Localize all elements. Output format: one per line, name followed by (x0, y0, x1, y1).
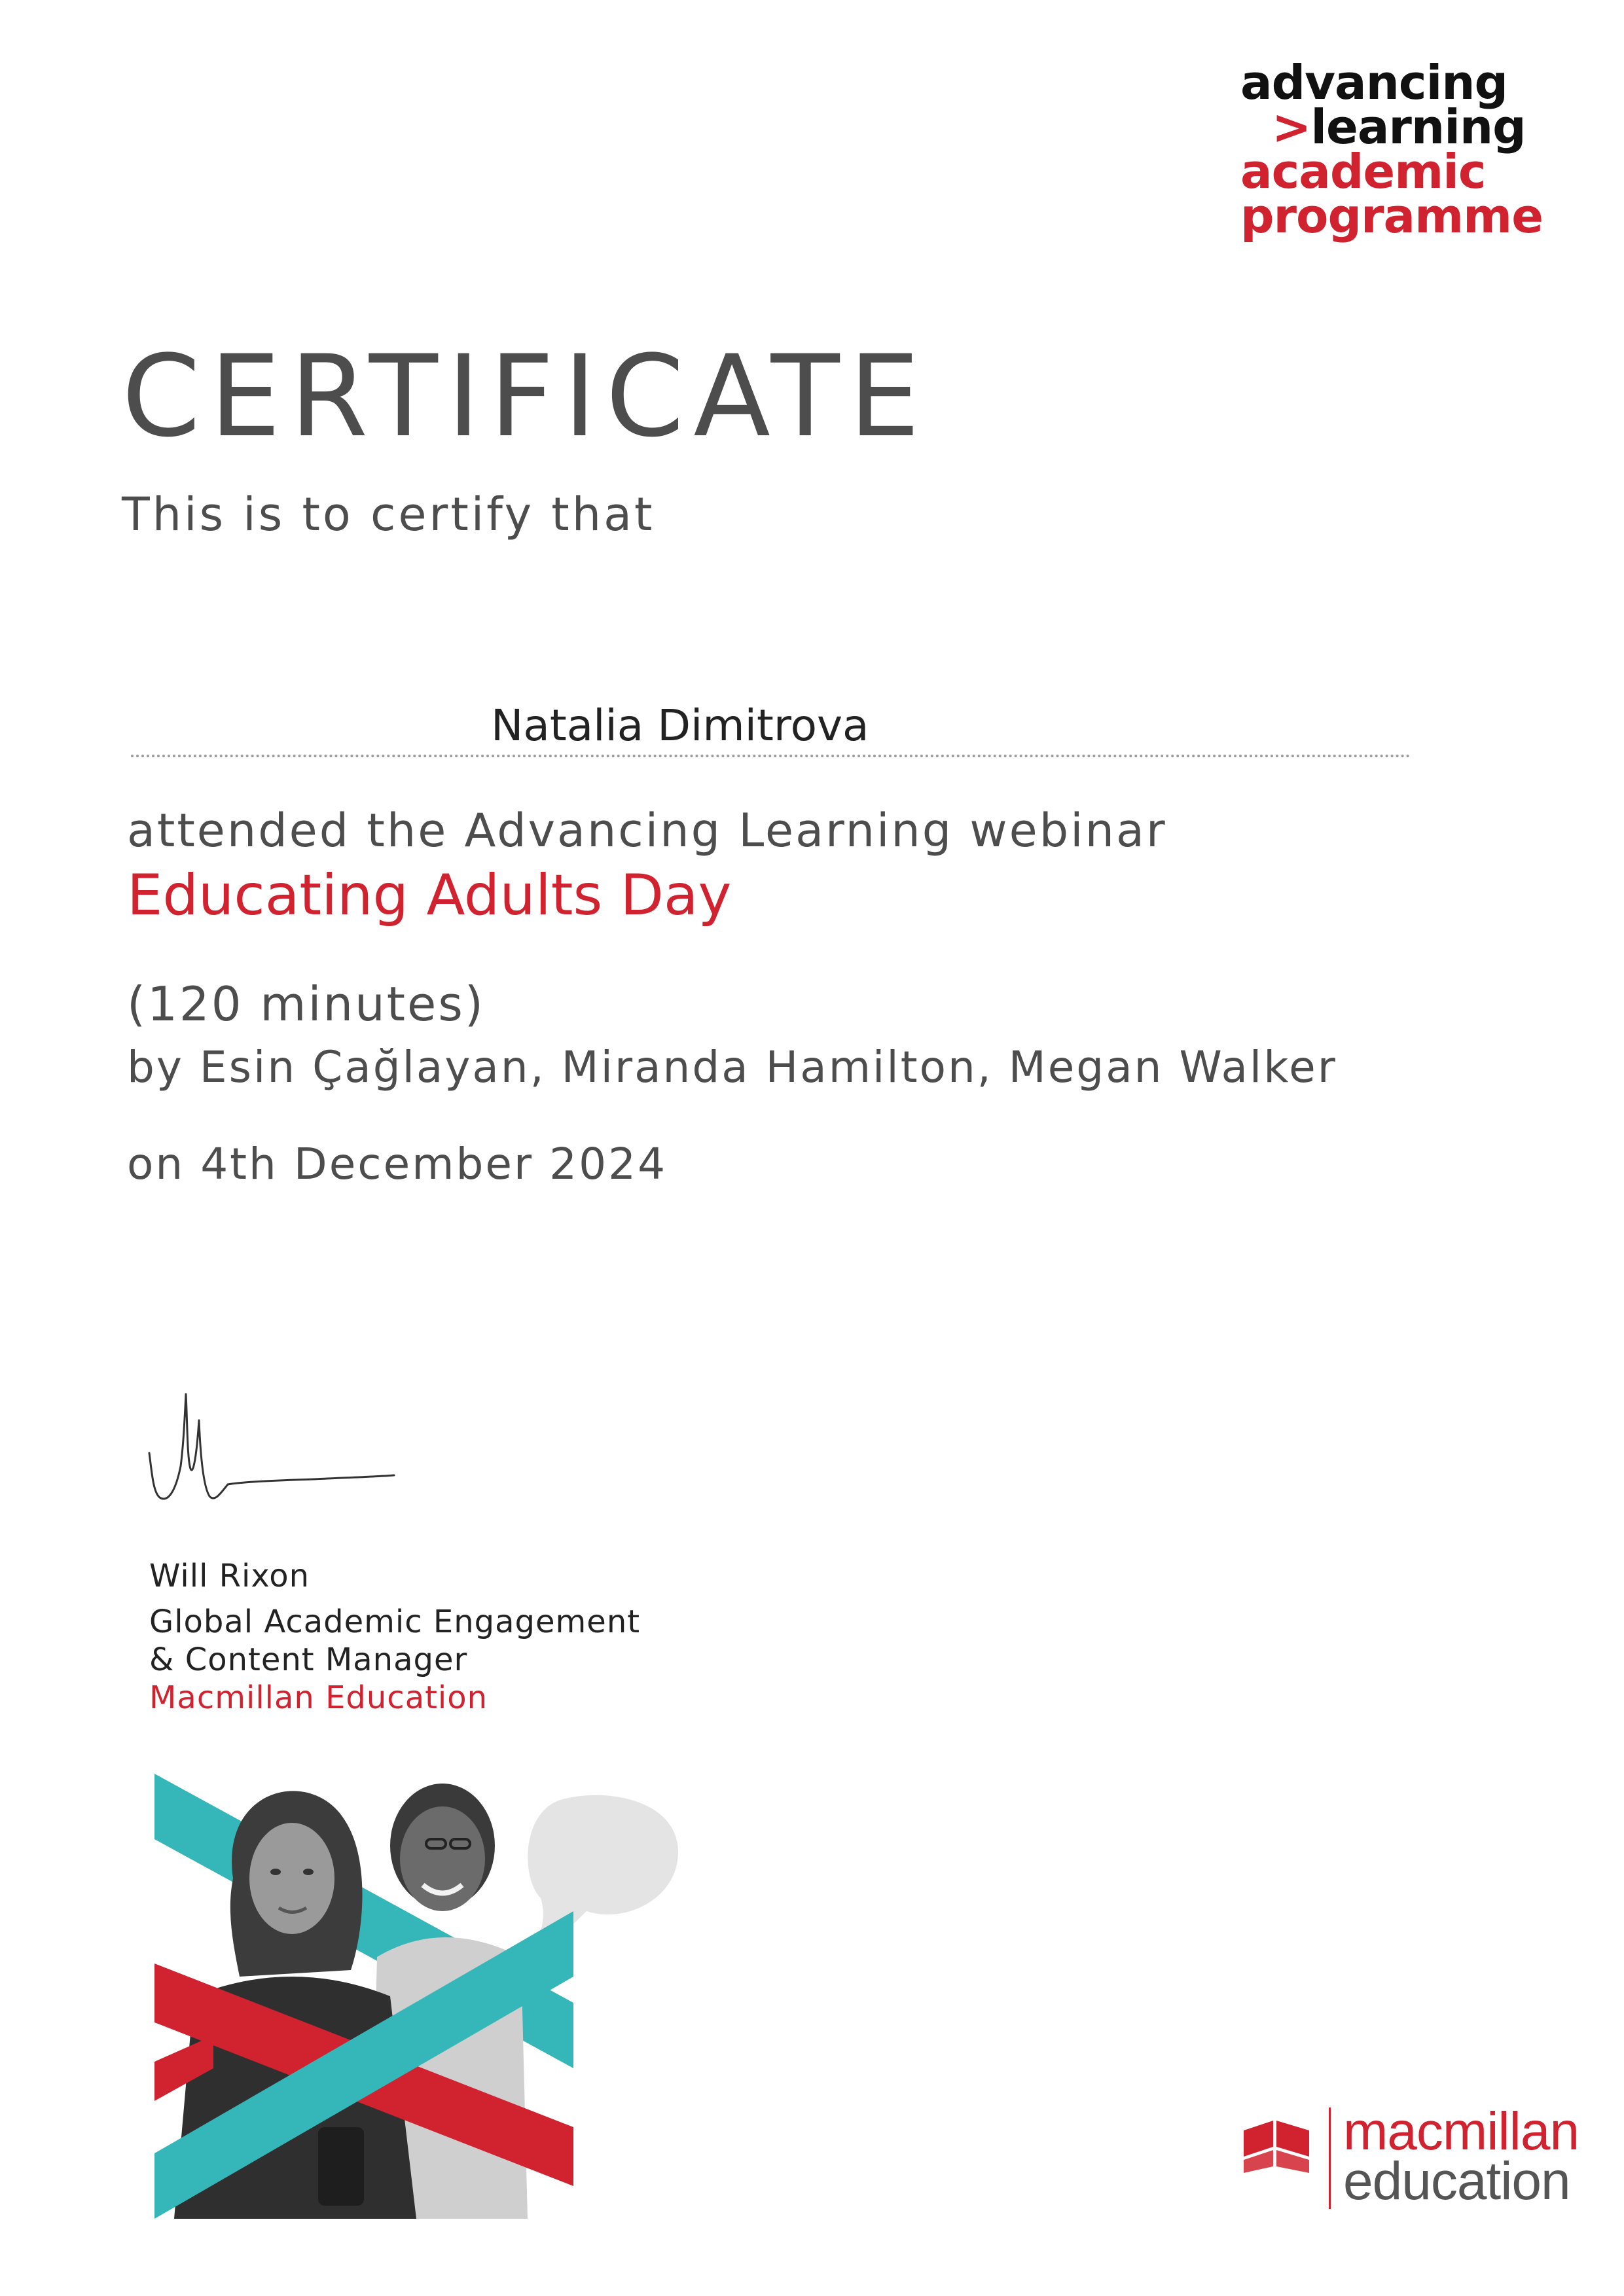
webinar-title: Educating Adults Day (127, 863, 732, 928)
signatory-role-line2: & Content Manager (149, 1641, 468, 1678)
webinar-presenters: by Esin Çağlayan, Miranda Hamilton, Megan Walker (127, 1042, 1337, 1092)
logo-line-advancing: advancing (1240, 55, 1508, 110)
certificate-subtitle: This is to certify that (122, 488, 655, 541)
logo-line-academic: academic (1240, 144, 1486, 199)
certificate-title: CERTIFICATE (122, 331, 929, 462)
signatory-name: Will Rixon (149, 1558, 310, 1594)
logo-line-learning (1240, 99, 1543, 154)
people-illustration (154, 1761, 691, 2219)
logo-word-learning: learning (1310, 99, 1526, 154)
macmillan-book-icon (1240, 2111, 1312, 2176)
signatory-organization: Macmillan Education (149, 1679, 488, 1716)
recipient-dotted-line (131, 755, 1411, 757)
recipient-name: Natalia Dimitrova (491, 700, 869, 751)
signature-image (144, 1381, 406, 1512)
webinar-date: on 4th December 2024 (127, 1139, 668, 1189)
macmillan-logo-divider (1329, 2108, 1331, 2209)
signatory-role-line1: Global Academic Engagement (149, 1604, 641, 1640)
advancing-learning-logo (1240, 55, 1543, 243)
logo-line-programme: programme (1240, 188, 1543, 243)
macmillan-logo-word: macmillan (1343, 2102, 1579, 2161)
webinar-duration: (120 minutes) (127, 977, 485, 1031)
attended-text: attended the Advancing Learning webinar (127, 804, 1167, 857)
logo-chevron: > (1272, 99, 1311, 154)
education-logo-word: education (1343, 2151, 1570, 2211)
